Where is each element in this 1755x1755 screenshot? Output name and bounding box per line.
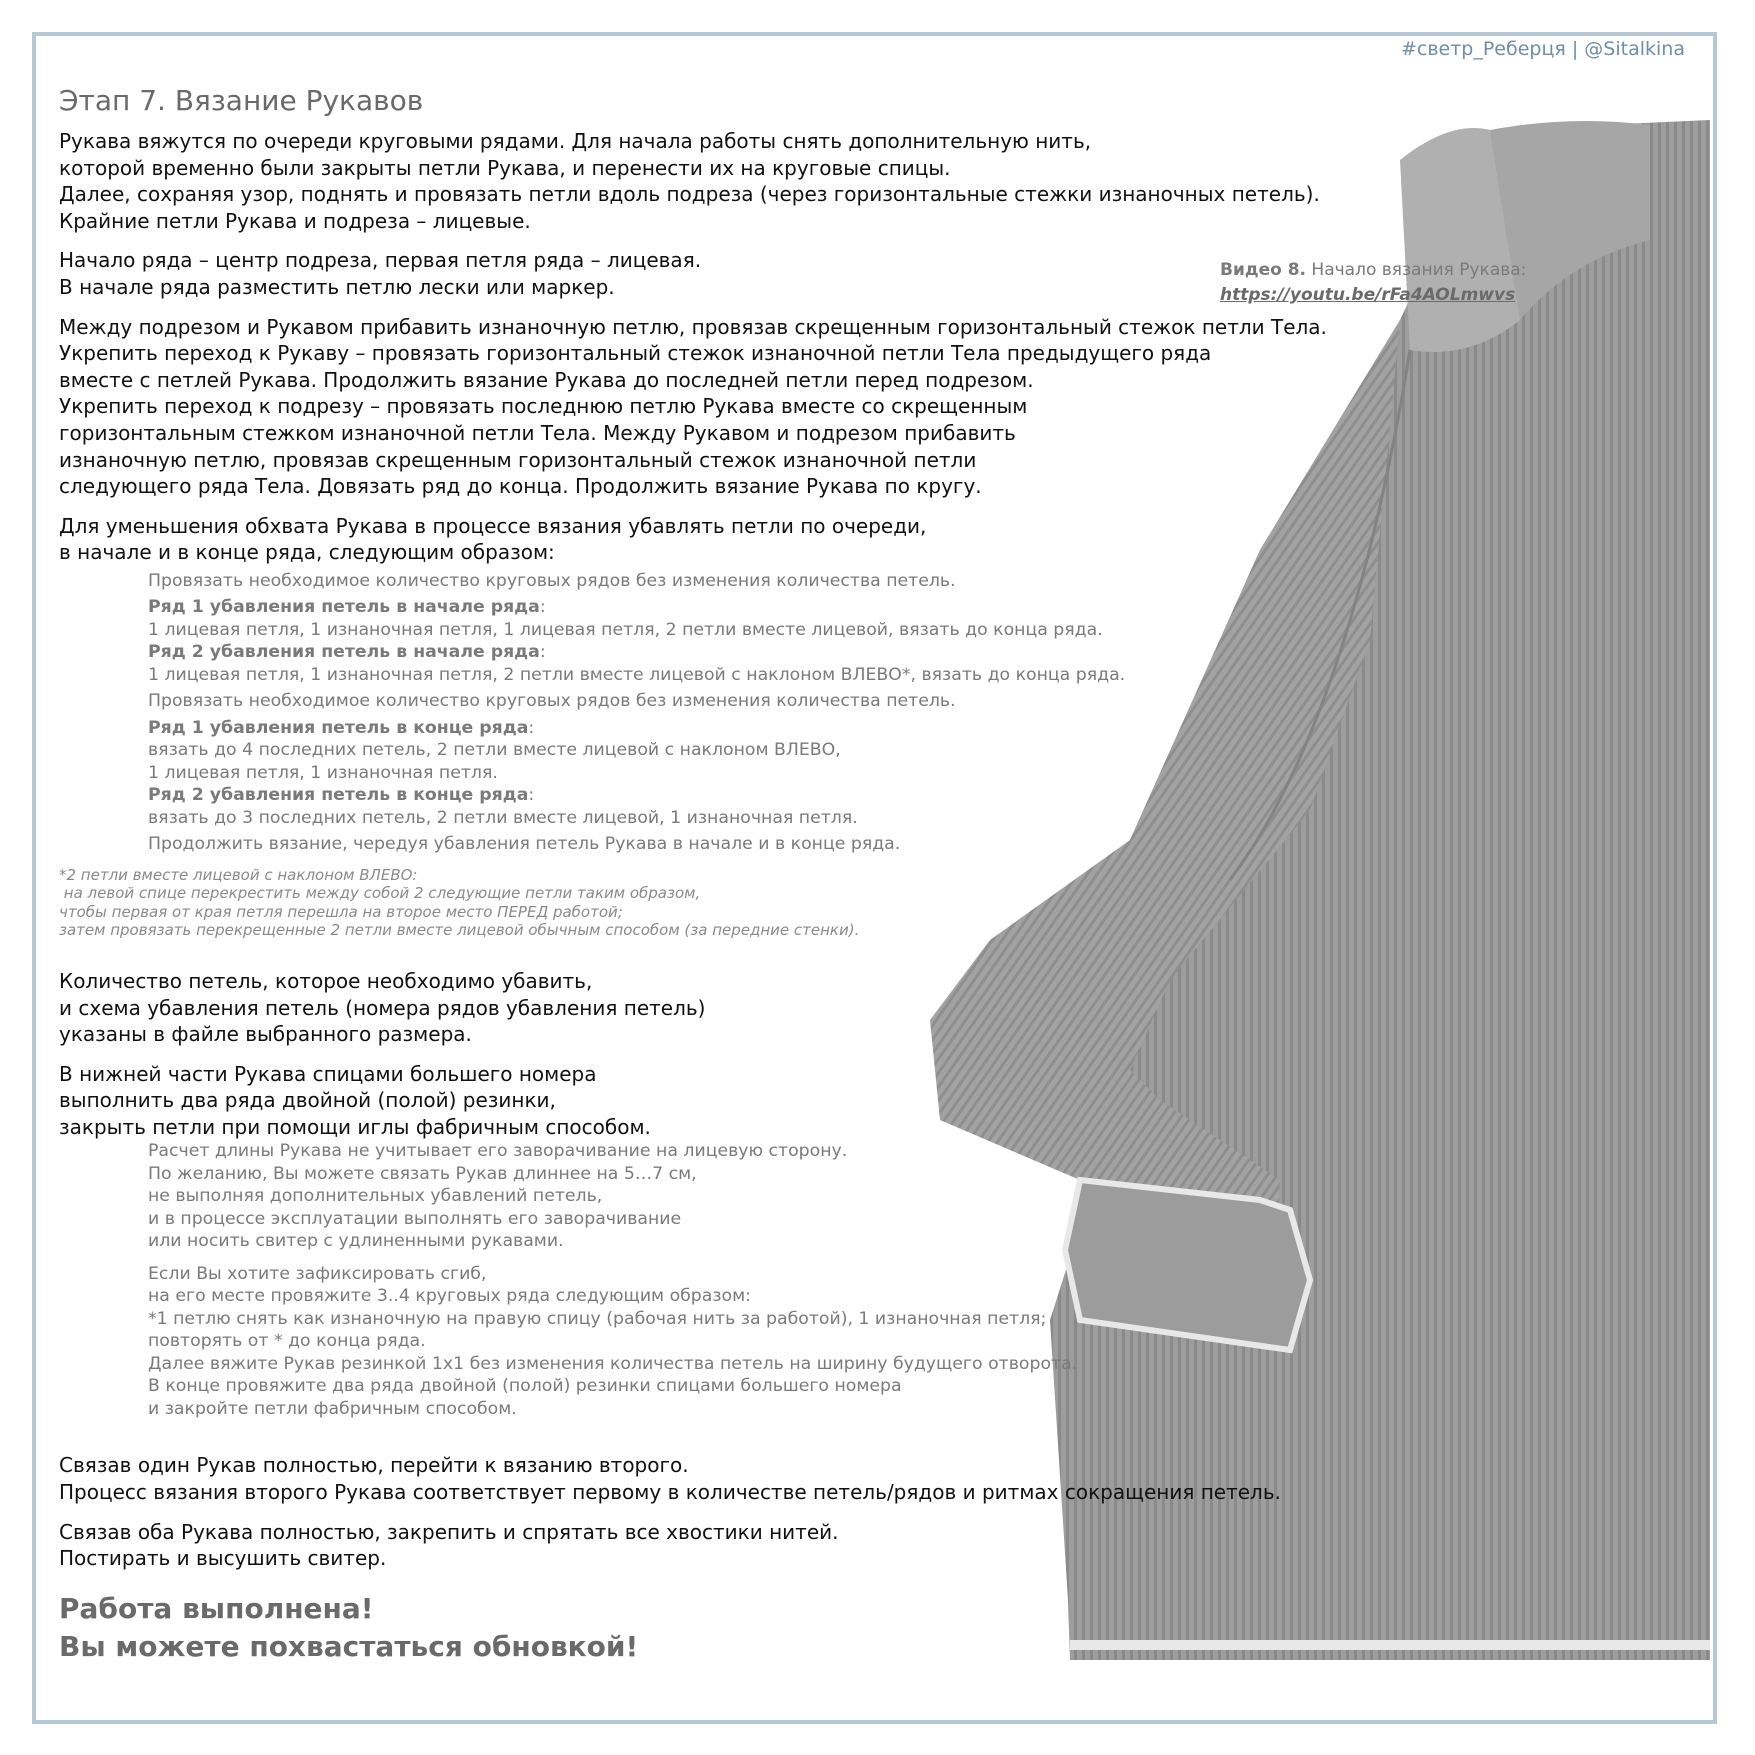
text-line: на левой спице перекрестить между собой 2 следующие петли таким образом, bbox=[59, 884, 701, 903]
hashtag-header: #светр_Реберця | @Sitalkina bbox=[1400, 38, 1685, 60]
text-line: В начале ряда разместить петлю лески или маркер. bbox=[59, 274, 615, 299]
footnote bbox=[59, 866, 1359, 940]
decrease-paragraph bbox=[59, 513, 1359, 566]
second-paragraph bbox=[59, 1452, 1359, 1505]
text-line: По желанию, Вы можете связать Рукав длиннее на 5…7 см, bbox=[148, 1163, 697, 1184]
text-line: Расчет длины Рукава не учитывает его заворачивание на лицевую сторону. bbox=[148, 1141, 848, 1162]
text-line: Укрепить переход к подрезу – провязать последнюю петлю Рукава вместе со скрещенным bbox=[59, 394, 1028, 419]
text-line: выполнить два ряда двойной (полой) резинки, bbox=[59, 1088, 556, 1113]
text-line: Если Вы хотите зафиксировать сгиб, bbox=[148, 1263, 487, 1284]
text-line: Связав один Рукав полностью, перейти к вязанию второго. bbox=[59, 1453, 689, 1478]
video-label: Видео 8. bbox=[1220, 260, 1307, 280]
text-line: *2 петли вместе лицевой с наклоном ВЛЕВО: bbox=[59, 865, 418, 884]
text-line: на его месте провяжите 3..4 круговых ряда следующим образом: bbox=[148, 1286, 751, 1307]
text-line: чтобы первая от края петля перешла на второе место ПЕРЕД работой; bbox=[59, 902, 623, 921]
video-link[interactable]: https://youtu.be/rFa4AOLmwvs bbox=[1220, 285, 1516, 305]
text-line: Количество петель, которое необходимо убавить, bbox=[59, 968, 593, 993]
text-line: Крайние петли Рукава и подреза – лицевые. bbox=[59, 208, 531, 233]
text-line: 1 лицевая петля, 1 изнаночная петля, 2 петли вместе лицевой с наклоном ВЛЕВО*, вязать до конца ряда. bbox=[148, 664, 1126, 685]
text-line: В нижней части Рукава спицами большего номера bbox=[59, 1061, 597, 1086]
row-label: Ряд 1 убавления петель в начале ряда bbox=[148, 597, 540, 618]
text-line: В конце провяжите два ряда двойной (полой) резинки спицами большего номера bbox=[148, 1376, 902, 1397]
text-line: или носить свитер с удлиненными рукавами. bbox=[148, 1231, 564, 1252]
text-line: Постирать и высушить свитер. bbox=[59, 1546, 387, 1571]
row-label: Ряд 2 убавления петель в конце ряда bbox=[148, 785, 529, 806]
text-line: Далее вяжите Рукав резинкой 1х1 без изменения количества петель на ширину будущего отворота. bbox=[148, 1353, 1078, 1374]
final-line: Работа выполнена! bbox=[59, 1591, 374, 1625]
text-line: Рукава вяжутся по очереди круговыми рядами. Для начала работы снять дополнительную нить, bbox=[59, 129, 1092, 153]
decrease-instructions: Провязать необходимое количество круговых рядов без изменения количества петель. Ряд 1 убавления петель в начале ряда: 1 лицевая петля, 1 изнаночная петля, 1 лицевая петля, 2 петли вместе лицевой, вязать до конца ряда. Ряд 2 убавления петель в начале ряда: 1 лицевая петля, 1 изнаночная петля, 2 петли вместе лицевой с наклоном ВЛЕВО*, вязать до конца ряда. Провязать необходимое количество круговых рядов без изменения количества петель. Ряд 1 убавления петель в конце ряда: вязать до 4 последних петель, 2 петли вместе лицевой с наклоном ВЛЕВО, 1 лицевая петля, 1 изнаночная петля. Ряд 2 убавления петель в конце ряда: вязать до 3 последних петель, 2 петли вместе лицевой, 1 изнаночная петля. Продолжить вязание, чередуя убавления петель Рукава в начале и в конце ряда. bbox=[148, 570, 1359, 856]
page-title: Этап 7. Вязание Рукавов bbox=[59, 84, 424, 117]
text-line: повторять от * до конца ряда. bbox=[148, 1331, 426, 1352]
text-line: Между подрезом и Рукавом прибавить изнаночную петлю, провязав скрещенным горизонтальный стежок петли Тела. bbox=[59, 314, 1327, 339]
text-line: Связав оба Рукава полностью, закрепить и спрятать все хвостики нитей. bbox=[59, 1519, 839, 1544]
text-line: 1 лицевая петля, 1 изнаночная петля, 1 лицевая петля, 2 петли вместе лицевой, вязать до конца ряда. bbox=[148, 619, 1103, 640]
intro-paragraph bbox=[59, 128, 1359, 234]
text-line: Начало ряда – центр подреза, первая петля ряда – лицевая. bbox=[59, 248, 702, 273]
text-line: Провязать необходимое количество круговых рядов без изменения количества петель. bbox=[148, 691, 956, 712]
bottom-paragraph bbox=[59, 1061, 1359, 1141]
finish-paragraph bbox=[59, 1519, 1359, 1572]
text-line: вместе с петлей Рукава. Продолжить вязание Рукава до последней петли перед подрезом. bbox=[59, 367, 1034, 392]
video-text: Начало вязания Рукава: bbox=[1306, 260, 1527, 280]
main-content bbox=[59, 128, 1359, 1666]
count-paragraph bbox=[59, 968, 1359, 1048]
text-line: указаны в файле выбранного размера. bbox=[59, 1022, 472, 1047]
text-line: Продолжить вязание, чередуя убавления петель Рукава в начале и в конце ряда. bbox=[148, 834, 901, 855]
text-line: и в процессе эксплуатации выполнять его заворачивание bbox=[148, 1208, 682, 1229]
final-line: Вы можете похвастаться обновкой! bbox=[59, 1629, 639, 1663]
text-line: вязать до 4 последних петель, 2 петли вместе лицевой с наклоном ВЛЕВО, bbox=[148, 740, 841, 761]
text-line: Укрепить переход к Рукаву – провязать горизонтальный стежок изнаночной петли Тела предыдущего ряда bbox=[59, 341, 1212, 366]
final-message bbox=[59, 1590, 1359, 1666]
start-paragraph bbox=[59, 247, 1359, 300]
text-line: изнаночную петлю, провязав скрещенным горизонтальный стежок изнаночной петли bbox=[59, 447, 977, 472]
text-line: горизонтальным стежком изнаночной петли Тела. Между Рукавом и подрезом прибавить bbox=[59, 420, 1016, 445]
between-paragraph bbox=[59, 314, 1359, 500]
text-line: и закройте петли фабричным способом. bbox=[148, 1398, 517, 1419]
fold-notes bbox=[148, 1263, 1359, 1421]
row-label: Ряд 1 убавления петель в конце ряда bbox=[148, 717, 529, 738]
text-line: Далее, сохраняя узор, поднять и провязать петли вдоль подреза (через горизонтальные стежки изнаночных петель). bbox=[59, 182, 1320, 207]
length-notes bbox=[148, 1140, 1359, 1253]
text-line: в начале и в конце ряда, следующим образом: bbox=[59, 540, 555, 565]
text-line: следующего ряда Тела. Довязать ряд до конца. Продолжить вязание Рукава по кругу. bbox=[59, 474, 982, 499]
text-line: Для уменьшения обхвата Рукава в процессе вязания убавлять петли по очереди, bbox=[59, 513, 927, 538]
text-line: 1 лицевая петля, 1 изнаночная петля. bbox=[148, 762, 498, 783]
text-line: затем провязать перекрещенные 2 петли вместе лицевой обычным способом (за передние стенки). bbox=[59, 921, 860, 940]
text-line: закрыть петли при помощи иглы фабричным способом. bbox=[59, 1114, 651, 1139]
row-label: Ряд 2 убавления петель в начале ряда bbox=[148, 642, 540, 663]
text-line: Провязать необходимое количество круговых рядов без изменения количества петель. bbox=[148, 570, 956, 591]
text-line: и схема убавления петель (номера рядов убавления петель) bbox=[59, 995, 706, 1020]
text-line: Процесс вязания второго Рукава соответствует первому в количестве петель/рядов и ритмах сокращения петель. bbox=[59, 1480, 1281, 1505]
text-line: которой временно были закрыты петли Рукава, и перенести их на круговые спицы. bbox=[59, 155, 951, 180]
text-line: вязать до 3 последних петель, 2 петли вместе лицевой, 1 изнаночная петля. bbox=[148, 807, 858, 828]
text-line: *1 петлю снять как изнаночную на правую спицу (рабочая нить за работой), 1 изнаночная петля; bbox=[148, 1308, 1047, 1329]
text-line: не выполняя дополнительных убавлений петель, bbox=[148, 1186, 603, 1207]
